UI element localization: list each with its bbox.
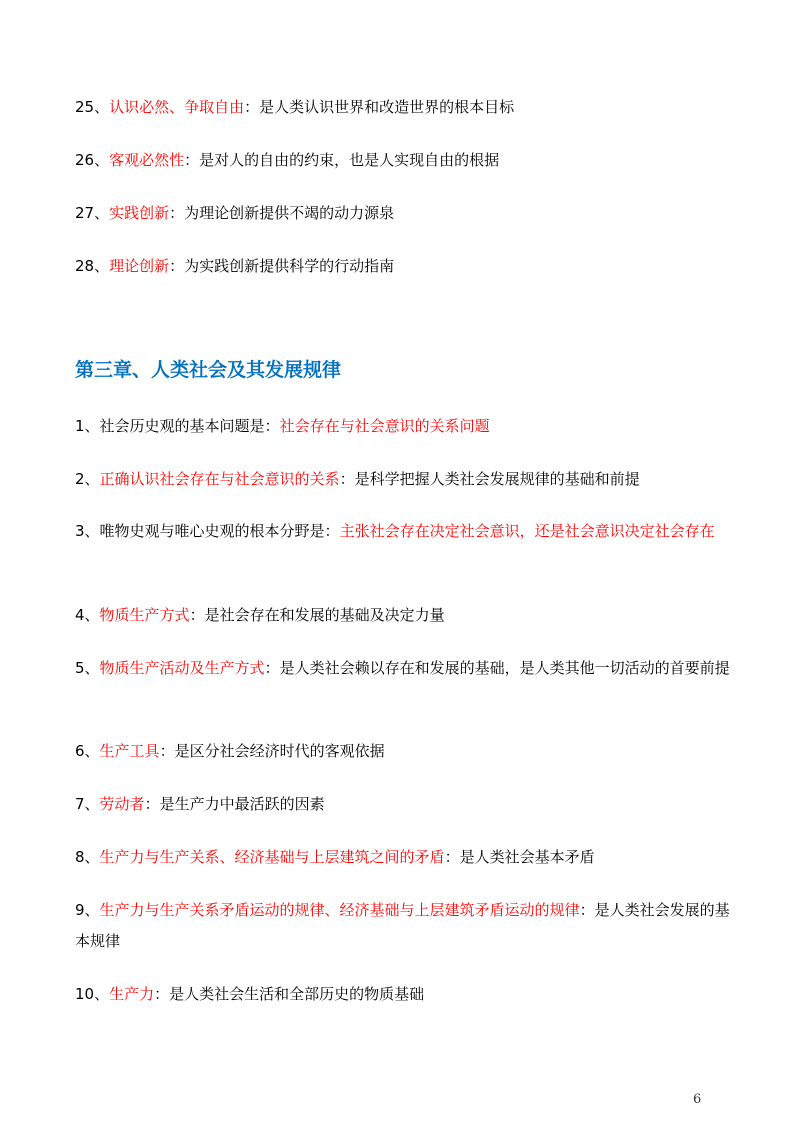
item-number: 10、 — [75, 985, 110, 1003]
item-number: 4、 — [75, 606, 100, 624]
list-item-2 — [75, 464, 735, 495]
item-text: ：是生产力中最活跃的因素 — [144, 795, 325, 813]
item-number: 3、 — [75, 522, 100, 540]
list-item-10 — [75, 979, 735, 1010]
key-term: 生产力与生产关系、经济基础与上层建筑之间的矛盾 — [99, 848, 445, 866]
item-number: 5、 — [75, 659, 100, 677]
item-number: 27、 — [75, 204, 110, 222]
item-number: 26、 — [75, 151, 110, 169]
item-text: 社会历史观的基本问题是： — [99, 417, 280, 435]
list-item-26 — [75, 145, 735, 176]
key-term: 生产力 — [109, 985, 155, 1003]
item-number: 25、 — [75, 98, 110, 116]
key-term: 社会存在与社会意识的关系问题 — [279, 417, 490, 435]
list-item-7 — [75, 789, 735, 820]
item-number: 9、 — [75, 901, 100, 919]
item-number: 7、 — [75, 795, 100, 813]
item-number: 6、 — [75, 742, 100, 760]
list-item-6 — [75, 736, 735, 767]
item-text: 唯物史观与唯心史观的根本分野是： — [99, 522, 340, 540]
list-item-27 — [75, 198, 735, 229]
item-text: ：为实践创新提供科学的行动指南 — [169, 257, 395, 275]
key-term: 理论创新 — [109, 257, 170, 275]
chapter-title: 第三章、人类社会及其发展规律 — [75, 359, 342, 381]
item-number: 2、 — [75, 470, 100, 488]
key-term: 生产力与生产关系矛盾运动的规律、经济基础与上层建筑矛盾运动的规律 — [99, 901, 580, 919]
item-text: ：是人类认识世界和改造世界的根本目标 — [244, 98, 515, 116]
key-term: 生产工具 — [99, 742, 160, 760]
item-text: ：是人类社会基本矛盾 — [444, 848, 595, 866]
list-item-9 — [75, 895, 735, 957]
item-text: ：是科学把握人类社会发展规律的基础和前提 — [339, 470, 640, 488]
item-number: 8、 — [75, 848, 100, 866]
list-item-3 — [75, 516, 735, 547]
key-term: 正确认识社会存在与社会意识的关系 — [99, 470, 340, 488]
item-text: ：是人类社会赖以存在和发展的基础，是人类其他一切活动的首要前提 — [264, 659, 730, 677]
list-item-4 — [75, 600, 735, 631]
key-term: 主张社会存在决定社会意识，还是社会意识决定社会存在 — [339, 522, 715, 540]
key-term: 认识必然、争取自由 — [109, 98, 245, 116]
list-item-25 — [75, 92, 735, 123]
item-text: ：是区分社会经济时代的客观依据 — [159, 742, 385, 760]
page-number: 6 — [693, 1092, 702, 1107]
key-term: 实践创新 — [109, 204, 170, 222]
key-term: 劳动者 — [99, 795, 145, 813]
list-item-28 — [75, 251, 735, 282]
item-number: 28、 — [75, 257, 110, 275]
item-text: ：是社会存在和发展的基础及决定力量 — [189, 606, 445, 624]
key-term: 客观必然性 — [109, 151, 185, 169]
item-text: ：为理论创新提供不竭的动力源泉 — [169, 204, 395, 222]
key-term: 物质生产方式 — [99, 606, 190, 624]
item-number: 1、 — [75, 417, 100, 435]
item-text: ：是对人的自由的约束，也是人实现自由的根据 — [184, 151, 500, 169]
list-item-8 — [75, 842, 735, 873]
item-text: ：是人类社会生活和全部历史的物质基础 — [154, 985, 425, 1003]
key-term: 物质生产活动及生产方式 — [99, 659, 265, 677]
list-item-5 — [75, 653, 735, 684]
list-item-1 — [75, 411, 735, 442]
item-text: ：是人类社会发展的基本规律 — [75, 901, 730, 950]
